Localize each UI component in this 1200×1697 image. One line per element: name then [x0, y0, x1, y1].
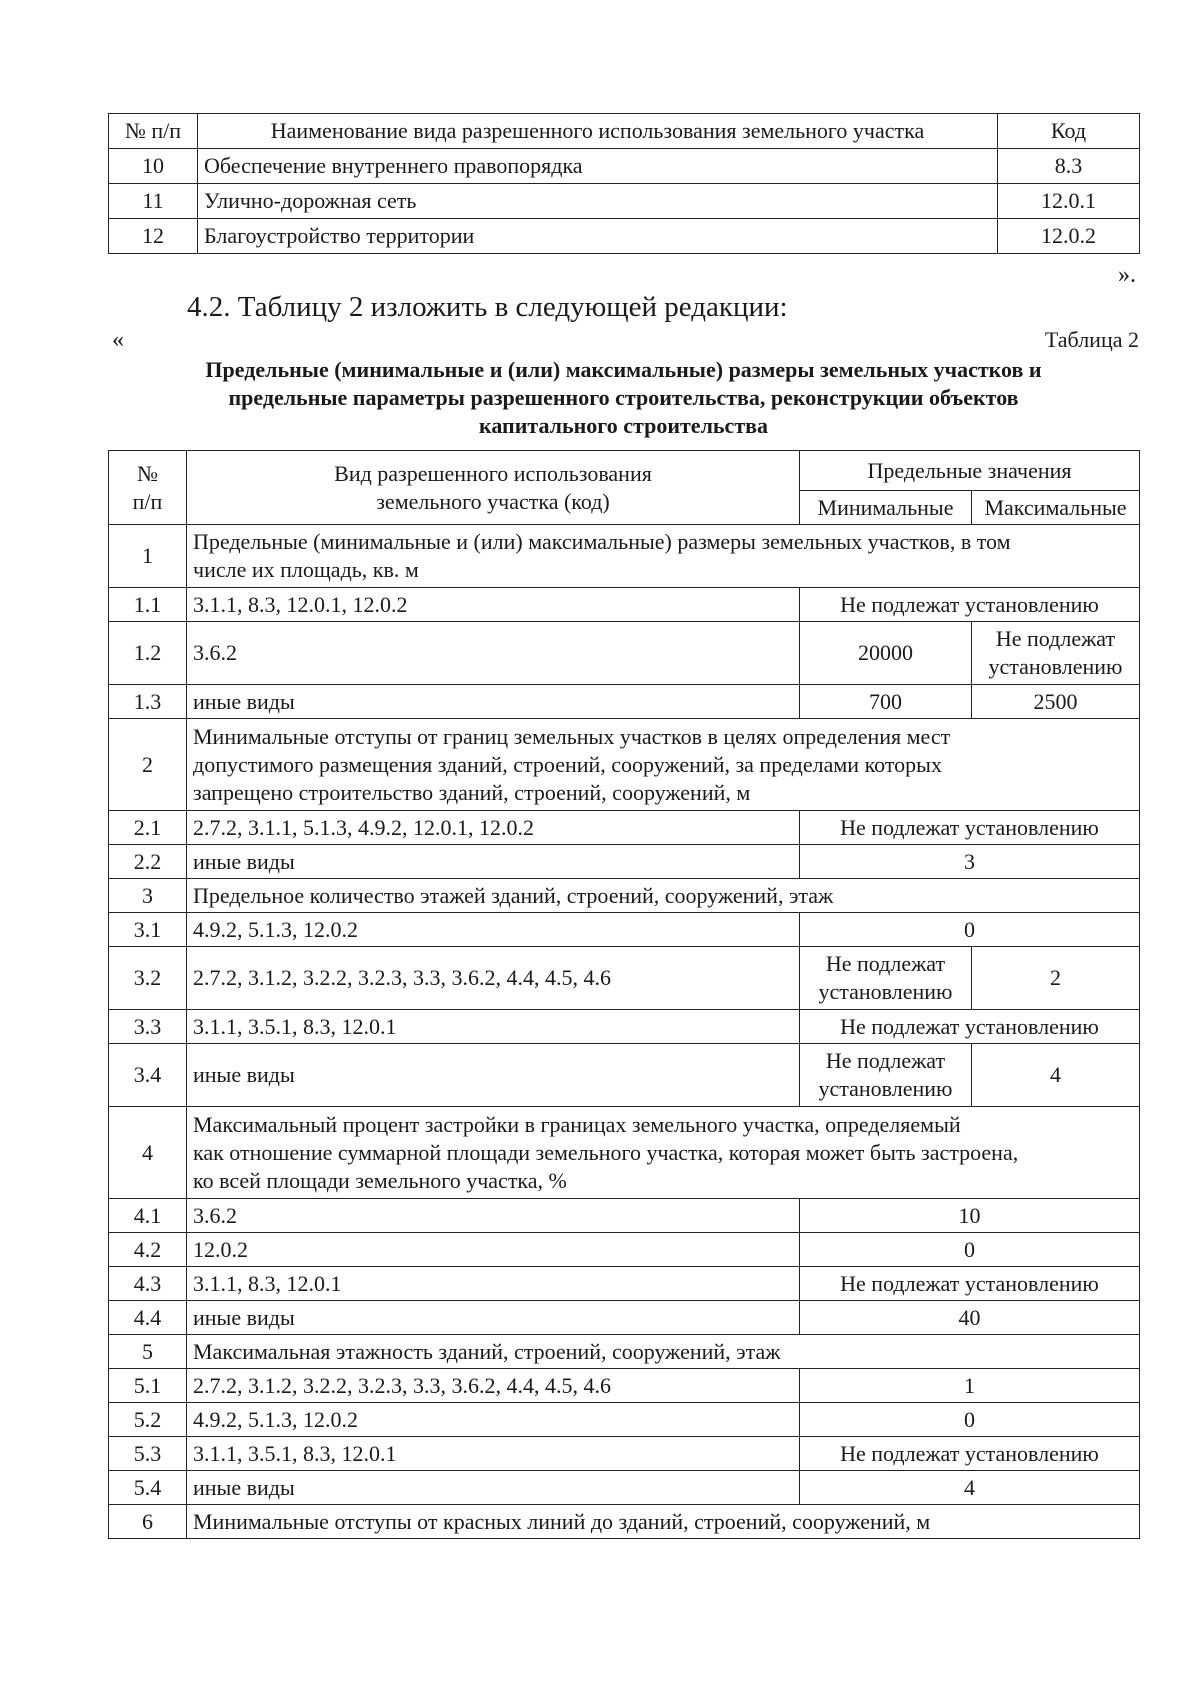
- row-code: 12.0.2: [998, 219, 1140, 254]
- table-row: [109, 1010, 1140, 1044]
- row-value: Не подлежат установлению: [800, 588, 1140, 622]
- section-title-line: числе их площадь, кв. м: [193, 557, 419, 582]
- table-row: [109, 913, 1140, 947]
- row-name: Благоустройство территории: [198, 219, 998, 254]
- table-row: [109, 845, 1140, 879]
- header-limits: Предельные значения: [800, 451, 1140, 491]
- row-num: 1.1: [109, 588, 187, 622]
- row-num: 5.1: [109, 1369, 187, 1403]
- table-row: [109, 1471, 1140, 1505]
- row-num: 4.3: [109, 1267, 187, 1301]
- row-value: 4: [800, 1471, 1140, 1505]
- heading-line: капитального строительства: [478, 413, 769, 438]
- row-num: 3.3: [109, 1010, 187, 1044]
- row-codes: 2.7.2, 3.1.1, 5.1.3, 4.9.2, 12.0.1, 12.0.2: [187, 811, 800, 845]
- table-row: [109, 1233, 1140, 1267]
- header-vid: [187, 451, 800, 525]
- section-title: Минимальные отступы от красных линий до зданий, строений, сооружений, м: [187, 1505, 1140, 1539]
- table-row: [109, 947, 1140, 1010]
- row-max-line: установлению: [988, 654, 1123, 679]
- section-title-line: Предельные (минимальные и (или) максимальные) размеры земельных участков, в том: [193, 529, 1011, 554]
- row-codes: иные виды: [187, 685, 800, 719]
- row-value: Не подлежат установлению: [800, 1010, 1140, 1044]
- header-num: [109, 451, 187, 525]
- row-num: 3.4: [109, 1044, 187, 1107]
- table-row: [109, 149, 1140, 184]
- row-codes: 3.1.1, 3.5.1, 8.3, 12.0.1: [187, 1010, 800, 1044]
- heading-line: Предельные (минимальные и (или) максимальные) размеры земельных участков и: [205, 357, 1042, 382]
- row-name: Улично-дорожная сеть: [198, 184, 998, 219]
- section-title: [187, 525, 1140, 588]
- row-codes: 2.7.2, 3.1.2, 3.2.2, 3.2.3, 3.3, 3.6.2, 4.4, 4.5, 4.6: [187, 947, 800, 1010]
- row-code: 8.3: [998, 149, 1140, 184]
- section-row: [109, 1107, 1140, 1199]
- row-num: 2.1: [109, 811, 187, 845]
- row-num: 4.4: [109, 1301, 187, 1335]
- row-codes: 2.7.2, 3.1.2, 3.2.2, 3.2.3, 3.3, 3.6.2, 4.4, 4.5, 4.6: [187, 1369, 800, 1403]
- row-name: Обеспечение внутреннего правопорядка: [198, 149, 998, 184]
- header-vid-line: Вид разрешенного использования: [334, 460, 652, 486]
- row-num: 2: [109, 719, 187, 811]
- table-row: [109, 588, 1140, 622]
- table-row: [109, 219, 1140, 254]
- closing-quote: ».: [1118, 262, 1136, 288]
- row-num: 12: [109, 219, 198, 254]
- row-num: 6: [109, 1505, 187, 1539]
- table-header-row: [109, 114, 1140, 149]
- row-num: 5.2: [109, 1403, 187, 1437]
- row-value: Не подлежат установлению: [800, 1267, 1140, 1301]
- row-value: 10: [800, 1199, 1140, 1233]
- row-value: 1: [800, 1369, 1140, 1403]
- section-title: [187, 719, 1140, 811]
- row-codes: иные виды: [187, 845, 800, 879]
- row-num: 4.1: [109, 1199, 187, 1233]
- row-codes: иные виды: [187, 1471, 800, 1505]
- section-row: [109, 1505, 1140, 1539]
- row-codes: 4.9.2, 5.1.3, 12.0.2: [187, 913, 800, 947]
- row-max-line: Не подлежат: [995, 626, 1116, 651]
- row-codes: 3.1.1, 3.5.1, 8.3, 12.0.1: [187, 1437, 800, 1471]
- header-min: Минимальные: [800, 491, 972, 525]
- row-max: 4: [972, 1044, 1140, 1107]
- row-codes: 3.6.2: [187, 1199, 800, 1233]
- table-header-row: [109, 451, 1140, 491]
- table-row: [109, 184, 1140, 219]
- row-value: 0: [800, 1403, 1140, 1437]
- row-min-line: Не подлежат: [825, 951, 946, 976]
- opening-quote: «: [112, 327, 124, 353]
- row-num: 1.2: [109, 622, 187, 685]
- row-max: 2500: [972, 685, 1140, 719]
- row-min: 700: [800, 685, 972, 719]
- column-header-code: Код: [998, 114, 1140, 149]
- section-row: [109, 525, 1140, 588]
- row-codes: иные виды: [187, 1301, 800, 1335]
- row-value: 0: [800, 913, 1140, 947]
- table-caption: Таблица 2: [1044, 327, 1139, 352]
- heading-line: предельные параметры разрешенного строительства, реконструкции объектов: [228, 385, 1019, 410]
- row-num: 5.4: [109, 1471, 187, 1505]
- row-num: 11: [109, 184, 198, 219]
- section-title-line: Максимальный процент застройки в границах земельного участка, определяемый: [193, 1111, 961, 1137]
- section-row: [109, 719, 1140, 811]
- row-codes: 3.6.2: [187, 622, 800, 685]
- row-num: 5.3: [109, 1437, 187, 1471]
- row-num: 1.3: [109, 685, 187, 719]
- row-max: [972, 622, 1140, 685]
- row-value: 0: [800, 1233, 1140, 1267]
- limits-table: [108, 450, 1140, 1539]
- row-num: 1: [109, 525, 187, 588]
- row-min: 20000: [800, 622, 972, 685]
- row-num: 4.2: [109, 1233, 187, 1267]
- row-code: 12.0.1: [998, 184, 1140, 219]
- row-codes: 3.1.1, 8.3, 12.0.1, 12.0.2: [187, 588, 800, 622]
- row-min-line: установлению: [818, 1076, 953, 1101]
- section-title-line: ко всей площади земельного участка, %: [193, 1167, 567, 1193]
- header-max: Максимальные: [972, 491, 1140, 525]
- row-num: 2.2: [109, 845, 187, 879]
- section-title-line: Минимальные отступы от границ земельных участков в целях определения мест: [193, 723, 951, 749]
- row-num: 4: [109, 1107, 187, 1199]
- row-codes: 4.9.2, 5.1.3, 12.0.2: [187, 1403, 800, 1437]
- land-use-codes-table: [108, 113, 1140, 254]
- row-num: 5: [109, 1335, 187, 1369]
- section-title-line: запрещено строительство зданий, строений, сооружений, м: [193, 779, 751, 805]
- row-codes: 12.0.2: [187, 1233, 800, 1267]
- amendment-paragraph: 4.2. Таблицу 2 изложить в следующей редакции:: [187, 291, 788, 323]
- row-num: 10: [109, 149, 198, 184]
- row-num: 3: [109, 879, 187, 913]
- column-header-num: № п/п: [109, 114, 198, 149]
- table-row: [109, 685, 1140, 719]
- table-heading: [108, 356, 1139, 440]
- table-row: [109, 1267, 1140, 1301]
- table-row: [109, 1044, 1140, 1107]
- row-min-line: установлению: [818, 979, 953, 1004]
- section-title: Предельное количество этажей зданий, строений, сооружений, этаж: [187, 879, 1140, 913]
- table-row: [109, 1403, 1140, 1437]
- row-min: [800, 947, 972, 1010]
- header-num-line: №: [137, 460, 158, 486]
- section-title-line: допустимого размещения зданий, строений, сооружений, за пределами которых: [193, 751, 942, 777]
- section-title-line: как отношение суммарной площади земельного участка, которая может быть застроена,: [193, 1139, 1019, 1165]
- table-row: [109, 811, 1140, 845]
- column-header-name: Наименование вида разрешенного использования земельного участка: [198, 114, 998, 149]
- row-max: 2: [972, 947, 1140, 1010]
- section-title: [187, 1107, 1140, 1199]
- table-row: [109, 1369, 1140, 1403]
- row-num: 3.2: [109, 947, 187, 1010]
- row-min-line: Не подлежат: [825, 1048, 946, 1073]
- section-row: [109, 879, 1140, 913]
- row-value: Не подлежат установлению: [800, 811, 1140, 845]
- header-vid-line: земельного участка (код): [376, 488, 610, 514]
- table-row: [109, 1199, 1140, 1233]
- row-codes: 3.1.1, 8.3, 12.0.1: [187, 1267, 800, 1301]
- table-row: [109, 622, 1140, 685]
- row-min: [800, 1044, 972, 1107]
- row-value: 40: [800, 1301, 1140, 1335]
- row-value: 3: [800, 845, 1140, 879]
- section-title: Максимальная этажность зданий, строений, сооружений, этаж: [187, 1335, 1140, 1369]
- header-num-line: п/п: [132, 488, 163, 514]
- table-row: [109, 1301, 1140, 1335]
- row-num: 3.1: [109, 913, 187, 947]
- row-value: Не подлежат установлению: [800, 1437, 1140, 1471]
- table-row: [109, 1437, 1140, 1471]
- row-codes: иные виды: [187, 1044, 800, 1107]
- section-row: [109, 1335, 1140, 1369]
